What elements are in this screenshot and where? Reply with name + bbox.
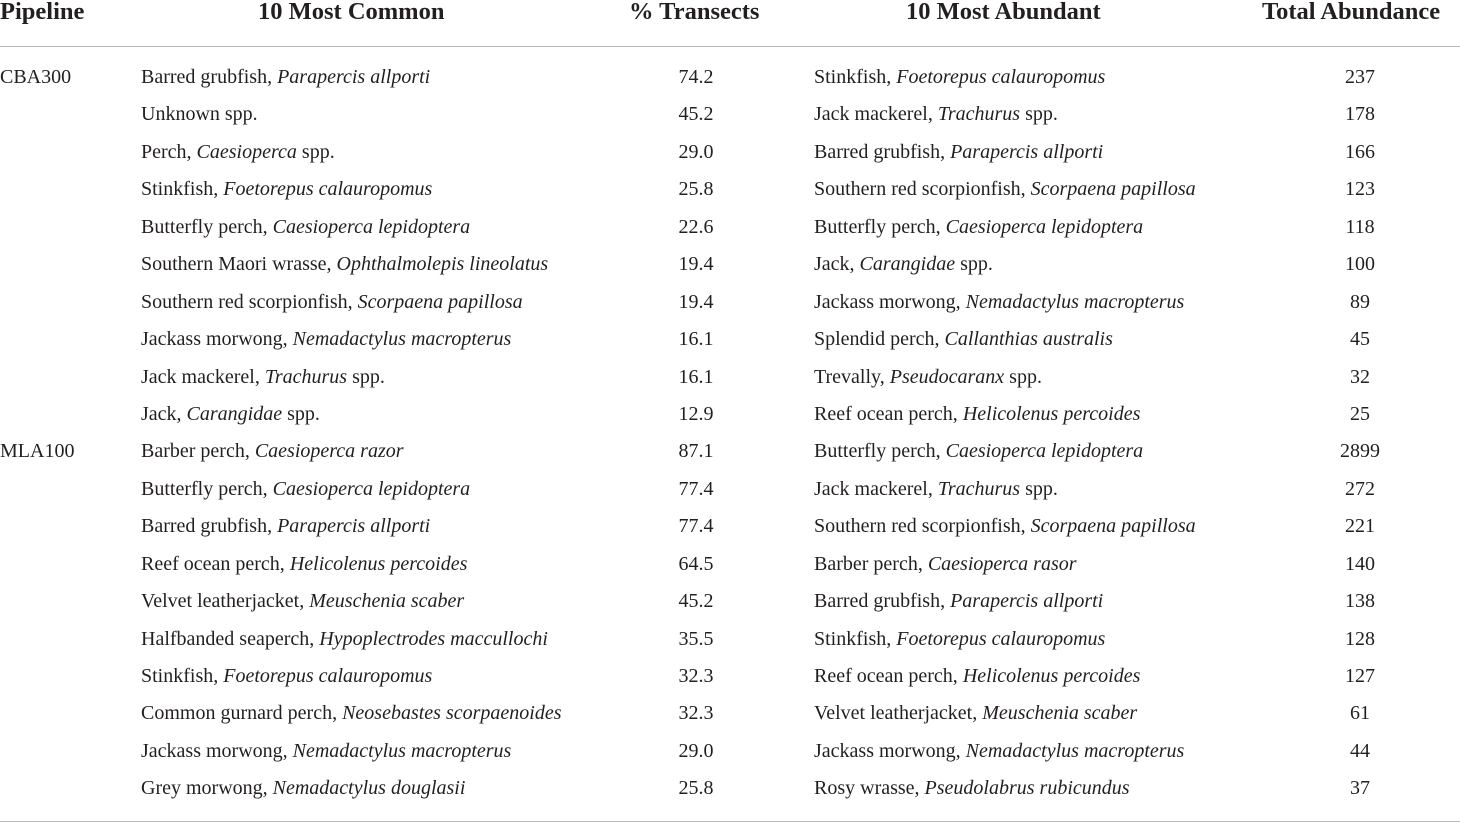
total-abundance-cell: 178	[1345, 103, 1375, 126]
abundant-species: Helicolenus percoides	[962, 402, 1141, 425]
transects-cell: 19.4	[678, 253, 714, 276]
common-name: Barred grubfish,	[141, 515, 278, 538]
most-common-cell	[141, 59, 430, 96]
most-common-cell	[141, 96, 258, 133]
abundant-species: Nemadactylus macropterus	[965, 290, 1185, 313]
header-transects: % Transects	[629, 0, 760, 25]
table-row	[0, 770, 1460, 807]
most-common-cell	[141, 134, 335, 171]
common-name: Southern red scorpionfish,	[141, 290, 358, 313]
abundant-name: Butterfly perch,	[814, 215, 946, 238]
common-species: Carangidae	[186, 402, 283, 425]
table-row	[0, 321, 1460, 358]
most-abundant-cell	[814, 134, 1103, 171]
abundant-species: Caesioperca lepidoptera	[945, 215, 1144, 238]
abundant-species: Pseudolabrus rubicundus	[924, 777, 1130, 800]
transects-cell: 29.0	[678, 739, 714, 762]
common-species: Ophthalmolepis lineolatus	[336, 253, 549, 276]
abundant-species: Parapercis allporti	[950, 140, 1104, 163]
most-abundant-cell	[814, 471, 1058, 508]
abundant-species: Nemadactylus macropterus	[965, 739, 1185, 762]
abundant-species: Scorpaena papillosa	[1030, 178, 1196, 201]
total-abundance-cell: 166	[1345, 140, 1375, 163]
common-species: Caesioperca lepidoptera	[272, 477, 471, 500]
table-row	[0, 658, 1460, 695]
header-rule	[0, 46, 1460, 47]
most-abundant-cell	[814, 508, 1196, 545]
common-species: Foetorepus calauropomus	[223, 178, 433, 201]
transects-cell: 19.4	[678, 290, 714, 313]
abundant-suffix: spp.	[1020, 103, 1058, 126]
common-species: Hypoplectrodes maccullochi	[319, 627, 548, 650]
abundant-name: Trevally,	[814, 365, 890, 388]
common-species: Caesioperca	[196, 140, 297, 163]
total-abundance-cell: 128	[1345, 627, 1375, 650]
table-row	[0, 246, 1460, 283]
table-row	[0, 59, 1460, 96]
common-suffix: spp.	[296, 140, 335, 163]
abundant-species: Pseudocaranx	[889, 365, 1005, 388]
abundant-name: Butterfly perch,	[814, 440, 946, 463]
common-species: Nemadactylus douglasii	[272, 777, 466, 800]
abundant-name: Southern red scorpionfish,	[814, 178, 1031, 201]
header-pipeline: Pipeline	[0, 0, 85, 25]
abundant-name: Velvet leatherjacket,	[814, 702, 983, 725]
most-common-cell	[141, 508, 430, 545]
most-abundant-cell	[814, 396, 1140, 433]
abundant-name: Barred grubfish,	[814, 140, 951, 163]
total-abundance-cell: 237	[1345, 66, 1375, 88]
transects-cell: 16.1	[678, 365, 714, 388]
most-abundant-cell	[814, 733, 1184, 770]
abundant-name: Stinkfish,	[814, 66, 897, 88]
most-abundant-cell	[814, 583, 1103, 620]
table-row	[0, 359, 1460, 396]
abundant-species: Scorpaena papillosa	[1030, 515, 1196, 538]
most-common-cell	[141, 209, 470, 246]
common-species: Parapercis allporti	[277, 515, 431, 538]
total-abundance-cell: 138	[1345, 590, 1375, 613]
abundant-species: Carangidae	[859, 253, 956, 276]
common-species: Meuschenia scaber	[309, 590, 465, 613]
pipeline-cell: MLA100	[0, 440, 75, 463]
common-species: Parapercis allporti	[277, 66, 431, 88]
total-abundance-cell: 140	[1345, 552, 1375, 575]
most-abundant-cell	[814, 433, 1143, 470]
most-common-cell	[141, 695, 562, 732]
abundant-species: Parapercis allporti	[950, 590, 1104, 613]
abundant-name: Jackass morwong,	[814, 290, 966, 313]
common-name: Stinkfish,	[141, 665, 224, 687]
abundant-name: Reef ocean perch,	[814, 665, 963, 687]
total-abundance-cell: 127	[1345, 665, 1375, 687]
most-common-cell	[141, 621, 548, 658]
bottom-rule	[0, 821, 1460, 822]
abundant-species: Caesioperca rasor	[927, 552, 1077, 575]
transects-cell: 64.5	[678, 552, 714, 575]
abundant-name: Jackass morwong,	[814, 739, 966, 762]
total-abundance-cell: 37	[1350, 777, 1370, 800]
abundant-name: Southern red scorpionfish,	[814, 515, 1031, 538]
common-name: Velvet leatherjacket,	[141, 590, 310, 613]
transects-cell: 32.3	[678, 665, 714, 687]
table-row	[0, 433, 1460, 470]
most-abundant-cell	[814, 59, 1105, 96]
common-name: Jackass morwong,	[141, 739, 293, 762]
most-common-cell	[141, 471, 470, 508]
total-abundance-cell: 123	[1345, 178, 1375, 201]
transects-cell: 87.1	[678, 440, 714, 463]
common-species: Scorpaena papillosa	[357, 290, 523, 313]
common-species: Helicolenus percoides	[289, 552, 468, 575]
table-row	[0, 171, 1460, 208]
common-suffix: spp.	[282, 402, 320, 425]
table-row	[0, 134, 1460, 171]
total-abundance-cell: 118	[1345, 215, 1375, 238]
abundant-name: Jack mackerel,	[814, 477, 938, 500]
table-row	[0, 96, 1460, 133]
transects-cell: 45.2	[678, 590, 714, 613]
most-common-cell	[141, 396, 320, 433]
table-row	[0, 546, 1460, 583]
common-name: Perch,	[141, 140, 197, 163]
transects-cell: 16.1	[678, 328, 714, 351]
transects-cell: 25.8	[678, 178, 714, 201]
most-abundant-cell	[814, 171, 1196, 208]
most-abundant-cell	[814, 284, 1184, 321]
common-species: Nemadactylus macropterus	[292, 328, 512, 351]
most-common-cell	[141, 733, 511, 770]
most-abundant-cell	[814, 321, 1113, 358]
total-abundance-cell: 100	[1345, 253, 1375, 276]
most-abundant-cell	[814, 621, 1105, 658]
abundant-name: Barred grubfish,	[814, 590, 951, 613]
common-name: Jackass morwong,	[141, 328, 293, 351]
common-name: Stinkfish,	[141, 178, 224, 201]
most-abundant-cell	[814, 209, 1143, 246]
most-abundant-cell	[814, 246, 993, 283]
abundant-species: Foetorepus calauropomus	[896, 627, 1106, 650]
common-species: Trachurus	[264, 365, 348, 388]
abundant-name: Barber perch,	[814, 552, 928, 575]
common-species: Nemadactylus macropterus	[292, 739, 512, 762]
table-row	[0, 471, 1460, 508]
table-row	[0, 396, 1460, 433]
common-name: Butterfly perch,	[141, 477, 273, 500]
abundant-species: Foetorepus calauropomus	[896, 66, 1106, 88]
table-row	[0, 284, 1460, 321]
abundant-name: Stinkfish,	[814, 627, 897, 650]
table-row	[0, 695, 1460, 732]
transects-cell: 74.2	[678, 66, 714, 88]
abundant-name: Jack mackerel,	[814, 103, 938, 126]
abundant-name: Jack,	[814, 253, 860, 276]
abundant-species: Meuschenia scaber	[982, 702, 1138, 725]
header-most-abundant: 10 Most Abundant	[906, 0, 1101, 25]
total-abundance-cell: 272	[1345, 477, 1375, 500]
most-abundant-cell	[814, 658, 1140, 695]
most-common-cell	[141, 770, 465, 807]
pipeline-cell: CBA300	[0, 66, 72, 88]
common-species: Caesioperca razor	[254, 440, 404, 463]
common-name: Butterfly perch,	[141, 215, 273, 238]
most-abundant-cell	[814, 546, 1077, 583]
common-name: Barred grubfish,	[141, 66, 278, 88]
total-abundance-cell: 44	[1350, 739, 1370, 762]
total-abundance-cell: 25	[1350, 402, 1370, 425]
most-common-cell	[141, 246, 548, 283]
most-common-cell	[141, 658, 432, 695]
most-common-cell	[141, 433, 404, 470]
common-name: Grey morwong,	[141, 777, 273, 800]
abundant-species: Helicolenus percoides	[962, 665, 1141, 687]
abundant-name: Reef ocean perch,	[814, 402, 963, 425]
transects-cell: 12.9	[678, 402, 714, 425]
common-species: Foetorepus calauropomus	[223, 665, 433, 687]
transects-cell: 29.0	[678, 140, 714, 163]
total-abundance-cell: 32	[1350, 365, 1370, 388]
transects-cell: 35.5	[678, 627, 714, 650]
abundant-suffix: spp.	[1020, 477, 1058, 500]
abundant-name: Splendid perch,	[814, 328, 945, 351]
common-name: Barber perch,	[141, 440, 255, 463]
common-name: Unknown spp.	[141, 103, 258, 126]
total-abundance-cell: 61	[1350, 702, 1370, 725]
most-abundant-cell	[814, 359, 1042, 396]
common-name: Southern Maori wrasse,	[141, 253, 337, 276]
total-abundance-cell: 221	[1345, 515, 1375, 538]
table-row	[0, 621, 1460, 658]
total-abundance-cell: 45	[1350, 328, 1370, 351]
transects-cell: 25.8	[678, 777, 714, 800]
common-species: Neosebastes scorpaenoides	[342, 702, 562, 725]
common-name: Common gurnard perch,	[141, 702, 343, 725]
table-row	[0, 508, 1460, 545]
most-common-cell	[141, 359, 385, 396]
abundant-species: Trachurus	[937, 103, 1021, 126]
total-abundance-cell: 2899	[1340, 440, 1380, 463]
table-row	[0, 733, 1460, 770]
header-most-common: 10 Most Common	[258, 0, 445, 25]
total-abundance-cell: 89	[1350, 290, 1370, 313]
abundant-suffix: spp.	[1004, 365, 1042, 388]
transects-cell: 45.2	[678, 103, 714, 126]
most-common-cell	[141, 583, 464, 620]
most-common-cell	[141, 284, 523, 321]
transects-cell: 22.6	[678, 215, 714, 238]
abundant-name: Rosy wrasse,	[814, 777, 925, 800]
table-row	[0, 209, 1460, 246]
common-species: Caesioperca lepidoptera	[272, 215, 471, 238]
common-suffix: spp.	[347, 365, 385, 388]
transects-cell: 32.3	[678, 702, 714, 725]
header-total-abundance: Total Abundance	[1262, 0, 1441, 25]
common-name: Jack mackerel,	[141, 365, 265, 388]
table-body	[0, 59, 1460, 808]
transects-cell: 77.4	[678, 477, 714, 500]
abundant-suffix: spp.	[955, 253, 993, 276]
most-abundant-cell	[814, 96, 1058, 133]
most-common-cell	[141, 546, 467, 583]
common-name: Jack,	[141, 402, 187, 425]
most-common-cell	[141, 321, 511, 358]
most-abundant-cell	[814, 770, 1130, 807]
common-name: Reef ocean perch,	[141, 552, 290, 575]
table-row	[0, 583, 1460, 620]
abundant-species: Callanthias australis	[944, 328, 1113, 351]
abundant-species: Trachurus	[937, 477, 1021, 500]
most-common-cell	[141, 171, 432, 208]
most-abundant-cell	[814, 695, 1137, 732]
common-name: Halfbanded seaperch,	[141, 627, 320, 650]
transects-cell: 77.4	[678, 515, 714, 538]
abundant-species: Caesioperca lepidoptera	[945, 440, 1144, 463]
